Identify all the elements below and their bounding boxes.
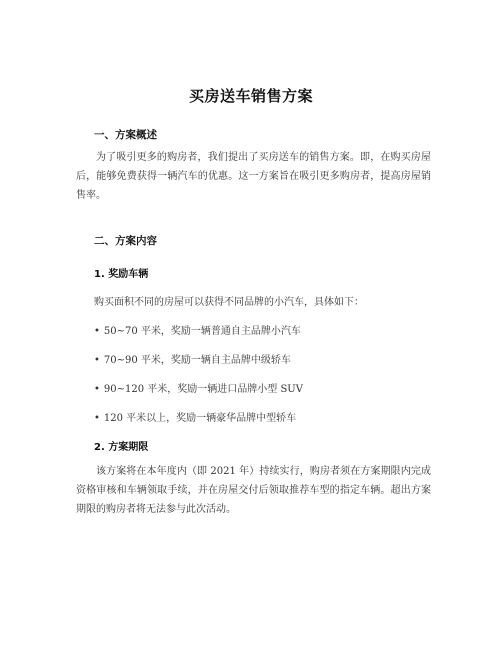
bullet-icon: •	[94, 326, 100, 337]
subheading-reward-vehicles: 1. 奖励车辆	[94, 269, 149, 280]
list-item-text: 50~70 平米，奖励一辆普通自主品牌小汽车	[103, 326, 301, 337]
bullet-icon: •	[94, 413, 100, 424]
bullet-icon: •	[94, 355, 100, 366]
list-item	[94, 322, 301, 337]
section-heading-content: 二、方案内容	[94, 235, 157, 247]
list-item	[94, 380, 303, 395]
subheading-plan-period: 2. 方案期限	[94, 442, 149, 453]
list-item-text: 90~120 平米，奖励一辆进口品牌小型 SUV	[103, 384, 303, 395]
document-title: 买房送车销售方案	[188, 87, 313, 105]
section-heading-overview: 一、方案概述	[94, 129, 157, 141]
list-item-text: 120 平米以上，奖励一辆豪华品牌中型轿车	[103, 413, 297, 424]
overview-paragraph: 为了吸引更多的购房者，我们提出了买房送车的销售方案。即，在购买房屋后，能够免费获得一辆汽车的优惠。这一方案旨在吸引更多购房者，提高房屋销售率。	[76, 152, 431, 201]
bullet-icon: •	[94, 384, 100, 395]
list-item	[94, 351, 291, 366]
reward-intro-text: 购买面积不同的房屋可以获得不同品牌的小汽车，具体如下：	[94, 297, 364, 308]
plan-period-paragraph: 该方案将在本年度内（即 2021 年）持续实行，购房者须在方案期限内完成资格审核和车辆领取手续，并在房屋交付后领取推荐车型的指定车辆。超出方案期限的购房者将无法参与此次活动。	[76, 466, 431, 515]
list-item	[94, 409, 296, 424]
list-item-text: 70~90 平米，奖励一辆自主品牌中级轿车	[103, 355, 291, 366]
